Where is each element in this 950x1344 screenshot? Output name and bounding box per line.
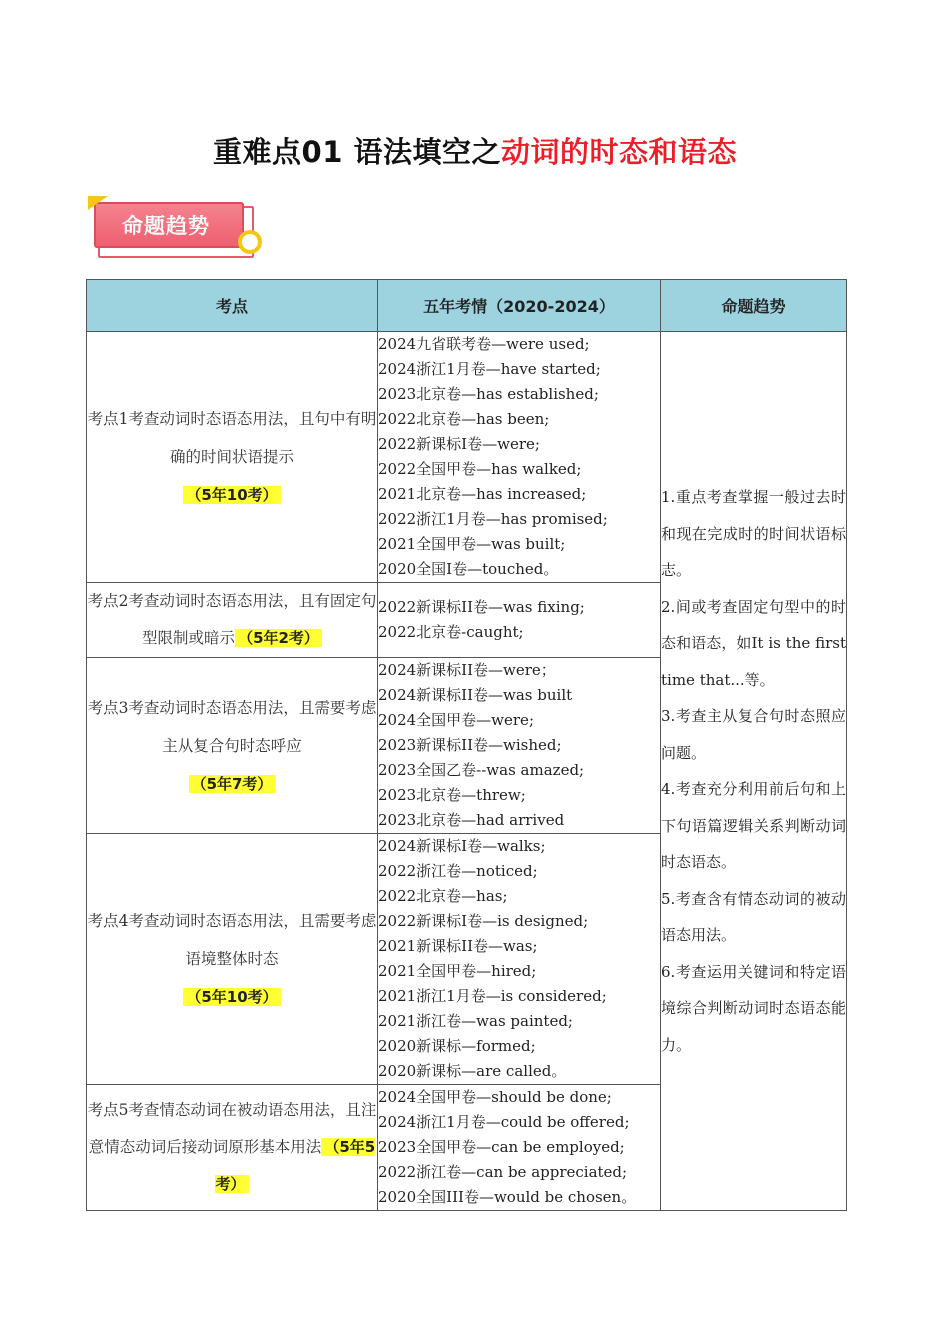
header-point: 考点 (87, 280, 378, 332)
point-cell (87, 583, 378, 658)
exam-entry: 2023北京卷—threw; (378, 786, 526, 804)
exam-entry: 2022北京卷-caught; (378, 623, 524, 641)
header-trend: 命题趋势 (661, 280, 847, 332)
exam-entry: 2021全国甲卷—hired; (378, 962, 537, 980)
exam-entry: 2022新课标I卷—were; (378, 435, 540, 453)
exam-entry: 2020全国III卷—would be chosen。 (378, 1188, 637, 1206)
exam-count-badge: （5年5考） (215, 1138, 376, 1193)
exam-count-badge: （5年10考） (183, 988, 280, 1006)
exam-entry: 2021新课标II卷—was; (378, 937, 538, 955)
exam-entry: 2020新课标—formed; (378, 1037, 536, 1055)
point-cell (87, 658, 378, 834)
exams-cell (378, 332, 661, 583)
exams-cell (378, 834, 661, 1085)
exams-cell (378, 1085, 661, 1211)
header-exams: 五年考情（2020-2024） (378, 280, 661, 332)
trend-item: 4.考查充分利用前后句和上下句语篇逻辑关系判断动词时态语态。 (661, 780, 846, 871)
exams-cell (378, 658, 661, 834)
exam-entry: 2022浙江卷—can be appreciated; (378, 1163, 628, 1181)
exam-entry: 2024九省联考卷—were used; (378, 335, 590, 353)
exam-entry: 2020新课标—are called。 (378, 1062, 567, 1080)
trend-item: 2.间或考查固定句型中的时态和语态，如It is the first time that...等。 (661, 597, 846, 689)
point-text: 考点4考查动词时态语态用法，且需要考虑语境整体时态 (87, 912, 377, 968)
point-text: 考点3考查动词时态语态用法，且需要考虑主从复合句时态呼应 (87, 698, 377, 755)
point-cell (87, 834, 378, 1085)
point-text: 考点1考查动词时态语态用法，且句中有明确的时间状语提示 (87, 410, 377, 466)
trend-item: 5.考查含有情态动词的被动语态用法。 (661, 889, 846, 944)
exam-entry: 2021北京卷—has increased; (378, 485, 587, 503)
trend-item: 1.重点考查掌握一般过去时和现在完成时的时间状语标志。 (661, 488, 846, 579)
exam-entry: 2024新课标II卷—was built (378, 686, 573, 704)
exam-count-badge: （5年10考） (183, 486, 280, 504)
trend-cell (661, 332, 847, 1211)
banner-label: 命题趋势 (94, 202, 244, 248)
section-banner (90, 196, 265, 260)
exam-entry: 2023北京卷—had arrived (378, 811, 565, 829)
exam-entry: 2020全国I卷—touched。 (378, 560, 559, 578)
trend-item: 3.考查主从复合句时态照应问题。 (661, 707, 846, 762)
exam-count-badge: （5年2考） (235, 629, 322, 647)
point-text: 考点5考查情态动词在被动语态用法，且注意情态动词后接动词原形基本用法 (87, 1101, 377, 1156)
table-header-row (87, 280, 847, 332)
exam-entry: 2022北京卷—has been; (378, 410, 550, 428)
exam-entry: 2024浙江1月卷—have started; (378, 360, 601, 378)
point-cell (87, 332, 378, 583)
exam-entry: 2022浙江1月卷—has promised; (378, 510, 608, 528)
title-highlight: 动词的时态和语态 (500, 135, 737, 169)
exam-entry: 2024新课标II卷—were； (378, 661, 556, 679)
exam-entry: 2023全国甲卷—can be employed; (378, 1138, 625, 1156)
exam-entry: 2023全国乙卷--was amazed; (378, 761, 585, 779)
ring-icon (238, 230, 262, 254)
exam-entry: 2024全国甲卷—should be done; (378, 1088, 612, 1106)
table-row (87, 332, 847, 583)
point-text: 考点2考查动词时态语态用法，且有固定句型限制或暗示 (87, 592, 377, 647)
exam-entry: 2024全国甲卷—were; (378, 711, 534, 729)
exam-entry: 2023新课标II卷—wished; (378, 736, 562, 754)
exam-table (86, 279, 847, 1211)
exam-entry: 2023北京卷—has established; (378, 385, 599, 403)
title-prefix: 重难点01 语法填空之 (213, 135, 501, 169)
exam-entry: 2021全国甲卷—was built; (378, 535, 566, 553)
exam-entry: 2022浙江卷—noticed; (378, 862, 538, 880)
page-title (0, 130, 950, 171)
exam-entry: 2024新课标I卷—walks; (378, 837, 546, 855)
exam-entry: 2021浙江卷—was painted; (378, 1012, 573, 1030)
exams-cell (378, 583, 661, 658)
exam-entry: 2022全国甲卷—has walked; (378, 460, 582, 478)
trend-item: 6.考查运用关键词和特定语境综合判断动词时态语态能力。 (661, 962, 846, 1054)
exam-entry: 2022新课标I卷—is designed; (378, 912, 589, 930)
point-cell (87, 1085, 378, 1211)
exam-entry: 2021浙江1月卷—is considered; (378, 987, 607, 1005)
exam-entry: 2022北京卷—has; (378, 887, 508, 905)
exam-count-badge: （5年7考） (189, 775, 276, 793)
exam-entry: 2024浙江1月卷—could be offered; (378, 1113, 630, 1131)
exam-entry: 2022新课标II卷—was fixing; (378, 598, 585, 616)
flag-icon (88, 196, 108, 210)
